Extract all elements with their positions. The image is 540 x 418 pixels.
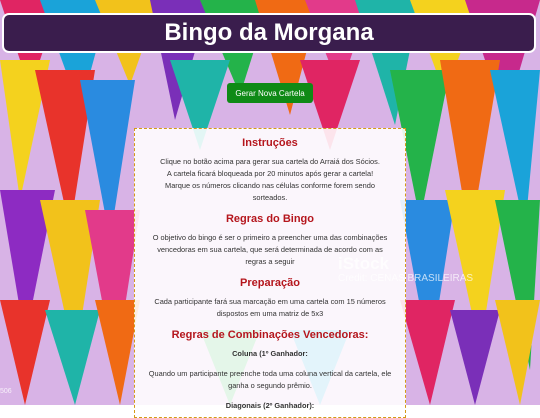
- preparation-line: dispostos em uma matriz de 5x3: [216, 309, 324, 318]
- combinations-heading: Regras de Combinações Vencedoras:: [171, 329, 369, 341]
- instructions-line: sorteados.: [252, 193, 288, 202]
- diagonal-rule-title: Diagonais (2º Ganhador):: [225, 401, 315, 410]
- preparation-line: Cada participante fará sua marcação em uma cartela com 15 números: [154, 297, 386, 306]
- column-rule-title: Coluna (1º Ganhador:: [232, 349, 308, 358]
- instructions-line: Clique no botão acima para gerar sua cartela do Arraiá dos Sócios.: [160, 157, 380, 166]
- watermark-id: 506: [0, 388, 12, 395]
- watermark-credit: Credit: CENAS BRASILEIRAS: [338, 273, 474, 284]
- app-header: [2, 13, 536, 53]
- instructions-heading: Instruções: [242, 137, 298, 149]
- column-rule-line: ganha o segundo prêmio.: [228, 381, 312, 390]
- rules-line: regras a seguir: [245, 257, 295, 266]
- rules-line: vencedoras em sua cartela, que será determinada de acordo com as: [157, 245, 383, 254]
- instructions-line: A cartela ficará bloqueada por 20 minutos após gerar a cartela!: [166, 169, 374, 178]
- generate-card-button[interactable]: Gerar Nova Cartela: [227, 83, 313, 103]
- instructions-line: Marque os números clicando nas células conforme forem sendo: [165, 181, 375, 190]
- column-rule-line: Quando um participante preenche toda uma coluna vertical da cartela, ele: [148, 369, 392, 378]
- preparation-heading: Preparação: [240, 277, 300, 289]
- stock-watermark: [338, 255, 473, 285]
- watermark-brand: iStock: [338, 254, 390, 273]
- page-title: Bingo da Morgana: [164, 19, 374, 46]
- rules-line: O objetivo do bingo é ser o primeiro a preencher uma das combinações: [152, 233, 388, 242]
- rules-heading: Regras do Bingo: [225, 213, 314, 225]
